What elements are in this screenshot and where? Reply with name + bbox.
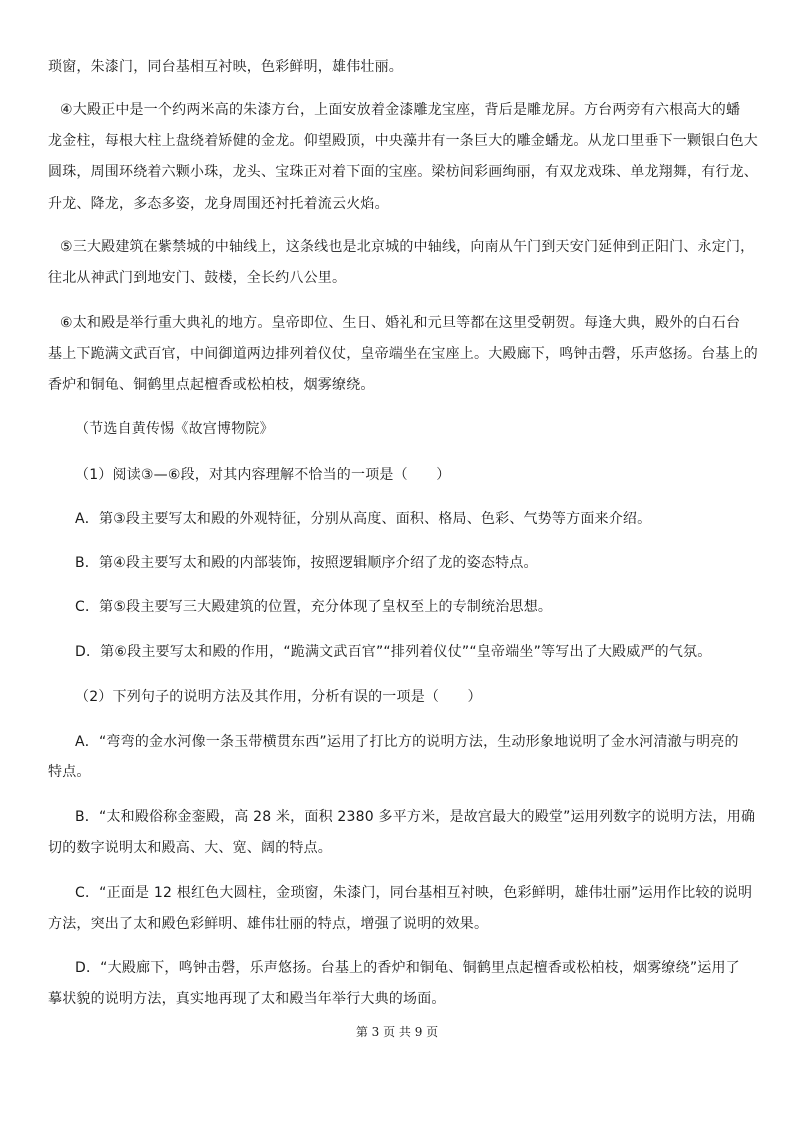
paragraph-5-line-1: ⑤三大殿建筑在紫禁城的中轴线上，这条线也是北京城的中轴线，向南从午门到天安门延伸到正阳门、永定门， bbox=[60, 239, 755, 255]
question-2-option-d-line-1: D．“大殿廊下，鸣钟击磬，乐声悠扬。台基上的香炉和铜龟、铜鹤里点起檀香或松柏枝，烟雾缭绕”运用了 bbox=[75, 960, 740, 976]
question-2-option-c-line-2: 方法，突出了太和殿色彩鲜明、雄伟壮丽的特点，增强了说明的效果。 bbox=[48, 916, 489, 932]
question-1-stem: （1）阅读③—⑥段，对其内容理解不恰当的一项是（ ） bbox=[75, 467, 451, 483]
question-2-option-c-line-1: C．“正面是 12 根红色大圆柱，金琐窗，朱漆门，同台基相互衬映，色彩鲜明，雄伟壮丽”运用作比较的说明 bbox=[75, 885, 753, 901]
question-1-option-a: A．第③段主要写太和殿的外观特征，分别从高度、面积、格局、色彩、气势等方面来介绍。 bbox=[75, 511, 652, 527]
question-1-option-b: B．第④段主要写太和殿的内部装饰，按照逻辑顺序介绍了龙的姿态特点。 bbox=[75, 555, 538, 571]
source-note: （节选自黄传惕《故宫博物院》 bbox=[75, 421, 274, 437]
question-2-option-a-line-2: 特点。 bbox=[48, 764, 91, 780]
page-number-footer: 第 3 页 共 9 页 bbox=[355, 1025, 439, 1039]
question-2-stem: （2）下列句子的说明方法及其作用，分析有误的一项是（ ） bbox=[75, 689, 482, 705]
paragraph-6-line-1: ⑥太和殿是举行重大典礼的地方。皇帝即位、生日、婚礼和元旦等都在这里受朝贺。每逢大典，殿外的白石台 bbox=[60, 315, 741, 331]
question-1-option-d: D．第⑥段主要写太和殿的作用，“跪满文武百官”“排列着仪仗”“皇帝端坐”等写出了大殿威严的气氛。 bbox=[75, 644, 712, 660]
question-2-option-b-line-1: B．“太和殿俗称金銮殿，高 28 米，面积 2380 多平方米，是故宫最大的殿堂”运用列数字的说明方法，用确 bbox=[75, 809, 756, 825]
paragraph-4-line-3: 圆珠，周围环绕着六颗小珠，龙头、宝珠正对着下面的宝座。梁枋间彩画绚丽，有双龙戏珠、单龙翔舞，有行龙、 bbox=[48, 164, 758, 180]
paragraph-4-line-1: ④大殿正中是一个约两米高的朱漆方台，上面安放着金漆雕龙宝座，背后是雕龙屏。方台两旁有六根高大的蟠 bbox=[60, 102, 741, 118]
question-2-option-a-line-1: A．“弯弯的金水河像一条玉带横贯东西”运用了打比方的说明方法，生动形象地说明了金水河清澈与明亮的 bbox=[75, 734, 739, 750]
question-2-option-d-line-2: 摹状貌的说明方法，真实地再现了太和殿当年举行大典的场面。 bbox=[48, 991, 446, 1007]
paragraph-6-line-3: 香炉和铜龟、铜鹤里点起檀香或松柏枝，烟雾缭绕。 bbox=[48, 377, 375, 393]
question-1-option-c: C．第⑤段主要写三大殿建筑的位置，充分体现了皇权至上的专制统治思想。 bbox=[75, 599, 553, 615]
paragraph-4-line-2: 龙金柱，每根大柱上盘绕着矫健的金龙。仰望殿顶，中央藻井有一条巨大的雕金蟠龙。从龙口里垂下一颗银白色大 bbox=[48, 133, 758, 149]
paragraph-1-line-1: 琐窗，朱漆门，同台基相互衬映，色彩鲜明，雄伟壮丽。 bbox=[48, 59, 403, 75]
question-2-option-b-line-2: 切的数字说明太和殿高、大、宽、阔的特点。 bbox=[48, 840, 332, 856]
paragraph-4-line-4: 升龙、降龙，多态多姿，龙身周围还衬托着流云火焰。 bbox=[48, 196, 389, 212]
paragraph-6-line-2: 基上下跪满文武百官，中间御道两边排列着仪仗，皇帝端坐在宝座上。大殿廊下，鸣钟击磬，乐声悠扬。台基上的 bbox=[48, 346, 758, 362]
paragraph-5-line-2: 往北从神武门到地安门、鼓楼，全长约八公里。 bbox=[48, 270, 347, 286]
